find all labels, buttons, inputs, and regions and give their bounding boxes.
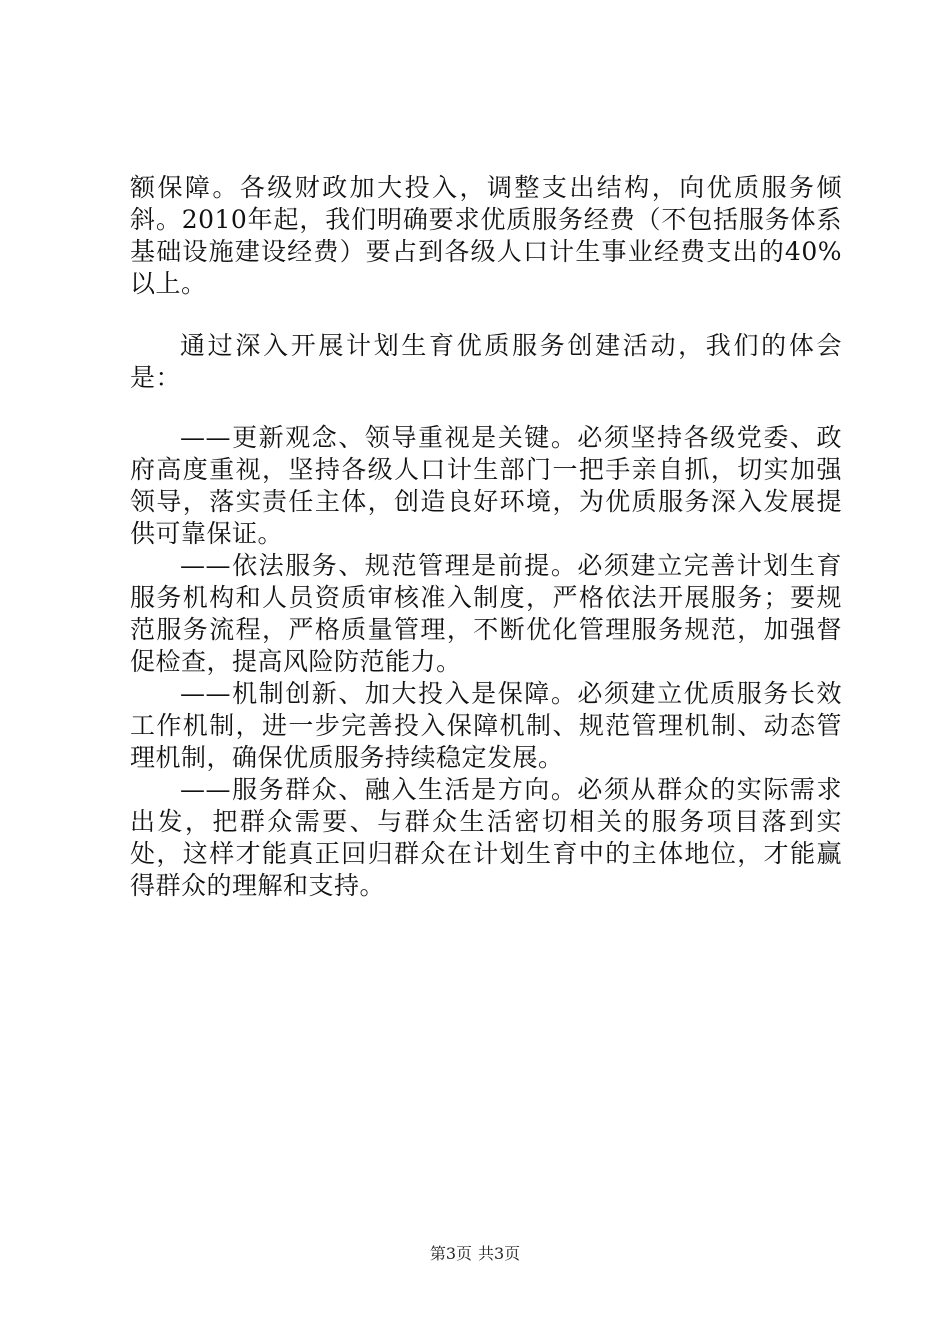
paragraph-point-premise: ——依法服务、规范管理是前提。必须建立完善计划生育服务机构和人员资质审核准入制度，严格依法开展服务；要规范服务流程，严格质量管理，不断优化管理服务规范，加强督促检查，提高风险防范能力。 xyxy=(130,551,842,676)
page-total: 共3页 xyxy=(478,1244,521,1263)
paragraph-summary-intro: 通过深入开展计划生育优质服务创建活动，我们的体会是： xyxy=(130,331,842,392)
paragraph-point-direction: ——服务群众、融入生活是方向。必须从群众的实际需求出发，把群众需要、与群众生活密切相关的服务项目落到实处，这样才能真正回归群众在计划生育中的主体地位，才能赢得群众的理解和支持。 xyxy=(130,775,842,900)
page-footer xyxy=(0,1244,950,1264)
paragraph-funding-continuation: 额保障。各级财政加大投入，调整支出结构，向优质服务倾斜。2010年起，我们明确要求优质服务经费（不包括服务体系基础设施建设经费）要占到各级人口计生事业经费支出的40%以上。 xyxy=(130,173,842,298)
paragraph-point-guarantee: ——机制创新、加大投入是保障。必须建立优质服务长效工作机制，进一步完善投入保障机制、规范管理机制、动态管理机制，确保优质服务持续稳定发展。 xyxy=(130,679,842,772)
paragraph-point-key: ——更新观念、领导重视是关键。必须坚持各级党委、政府高度重视，坚持各级人口计生部门一把手亲自抓，切实加强领导，落实责任主体，创造良好环境，为优质服务深入发展提供可靠保证。 xyxy=(130,423,842,548)
document-body xyxy=(130,172,842,902)
page-number: 第3页 xyxy=(429,1244,472,1263)
